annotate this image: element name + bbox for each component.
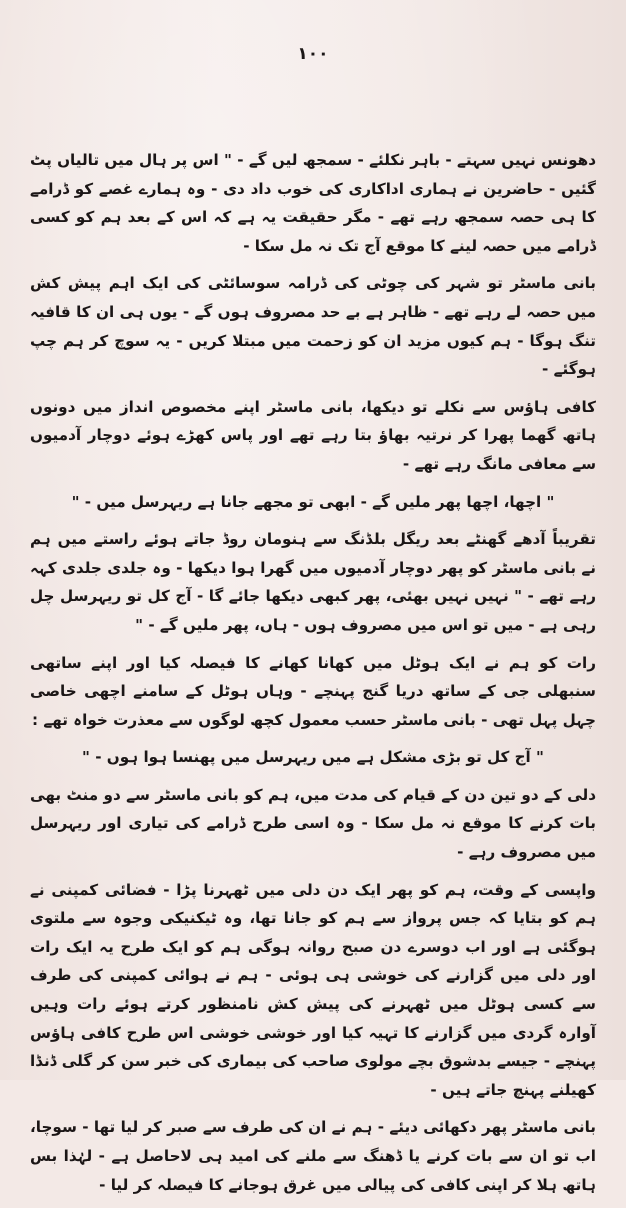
paragraph: دھونس نہیں سہتے - باہر نکلئے - سمجھ لیں گے - " اس پر ہال میں تالیاں پٹ گئیں - حاضرین نے ہماری اداکاری کی خوب داد دی - وہ ہمارے غصے کو ڈرامے کا ہی حصہ سمجھ رہے تھے - مگر حقیقت یہ ہے کہ اس کے بعد ہم کو کسی ڈرامے میں حصہ لینے کا موقع آج تک نہ مل سکا - (30, 151, 596, 255)
quoted-line: " اچھا، اچھا پھر ملیں گے - ابھی تو مجھے جانا ہے ریہرسل میں - " (71, 492, 555, 511)
paragraph: واپسی کے وقت، ہم کو پھر ایک دن دلی میں ٹھہرنا پڑا - فضائی کمپنی نے ہم کو بتایا کہ جس پرواز سے ہم کو جانا تھا، وہ ٹیکنیکی وجوہ سے ملتوی ہوگئی ہے اور اب دوسرے دن صبح روانہ ہوگی ہم کو ایک طرح یہ ایک رات اور دلی میں گزارنے کی خوشی ہی ہوئی - ہم نے ہوائی کمپنی کی طرف سے کسی ہوٹل میں ٹھہرنے کی پیش کش نامنظور کرتے ہوئے رات وہیں آوارہ گردی میں گزارنے کا تہیہ کیا اور خوشی خوشی اس طرح کافی ہاؤس پہنچے - جیسے بدشوق بچے مولوی صاحب کی بیماری کی خبر سن کر گلی ڈنڈا کھیلنے پہنچ جاتے ہیں - (30, 880, 596, 1099)
paragraph: دلی کے دو تین دن کے قیام کی مدت میں، ہم کو بانی ماسٹر سے دو منٹ بھی بات کرنے کا موقع نہ مل سکا - وہ اسی طرح ڈرامے کی تیاری اور ریہرسل میں مصروف رہے - (30, 785, 596, 862)
quoted-line: " آج کل تو بڑی مشکل ہے میں ریہرسل میں پھنسا ہوا ہوں - " (82, 748, 544, 767)
paragraph: رات کو ہم نے ایک ہوٹل میں کھانا کھانے کا فیصلہ کیا اور اپنے ساتھی سنبھلی جی کے ساتھ دریا گنج پہنچے - وہاں ہوٹل کے سامنے اچھی خاصی چہل پہل تھی - بانی ماسٹر حسب معمول کچھ لوگوں سے معذرت خواہ تھے : (30, 653, 596, 729)
paragraph: تقریباً آدھے گھنٹے بعد ریگل بلڈنگ سے ہنومان روڈ جاتے ہوئے راستے میں ہم نے بانی ماسٹر کو پھر دوچار آدمیوں میں گھرا ہوا دیکھا - وہ جلدی جلدی کہہ رہے تھے - " نہیں نہیں بھئی، پھر کبھی دیکھا جائے گا - آج کل تو ریہرسل چل رہی ہے - میں تو اس میں مصروف ہوں - ہاں، پھر ملیں گے - " (30, 530, 596, 634)
paragraph: بانی ماسٹر تو شہر کی چوٹی کی ڈرامہ سوسائٹی کی ایک اہم پیش کش میں حصہ لے رہے تھے - ظاہر ہے بے حد مصروف ہوں گے - یوں ہی ان کا قافیہ تنگ ہوگا - ہم کیوں مزید ان کو زحمت میں مبتلا کریں - یہ سوچ کر ہم چپ ہوگئے - (30, 274, 596, 379)
body-text (30, 146, 596, 1208)
paragraph: کافی ہاؤس سے نکلے تو دیکھا، بانی ماسٹر اپنے مخصوص انداز میں دونوں ہاتھ گھما پھرا کر نرتیہ بھاؤ بتا رہے تھے اور پاس کھڑے ہوئے دوچار آدمیوں سے معافی مانگ رہے تھے - (30, 397, 596, 473)
page-number: ۱۰۰ (297, 44, 329, 64)
paragraph: بانی ماسٹر پھر دکھائی دیئے - ہم نے ان کی طرف سے صبر کر لیا تھا - سوچا، اب تو ان سے بات کرنے یا ڈھنگ سے ملنے کی امید ہی لاحاصل ہے - لہٰذا بس ہاتھ ہلا کر اپنی کافی کی پیالی میں غرق ہوجانے کا فیصلہ کر لیا - (30, 1118, 596, 1194)
